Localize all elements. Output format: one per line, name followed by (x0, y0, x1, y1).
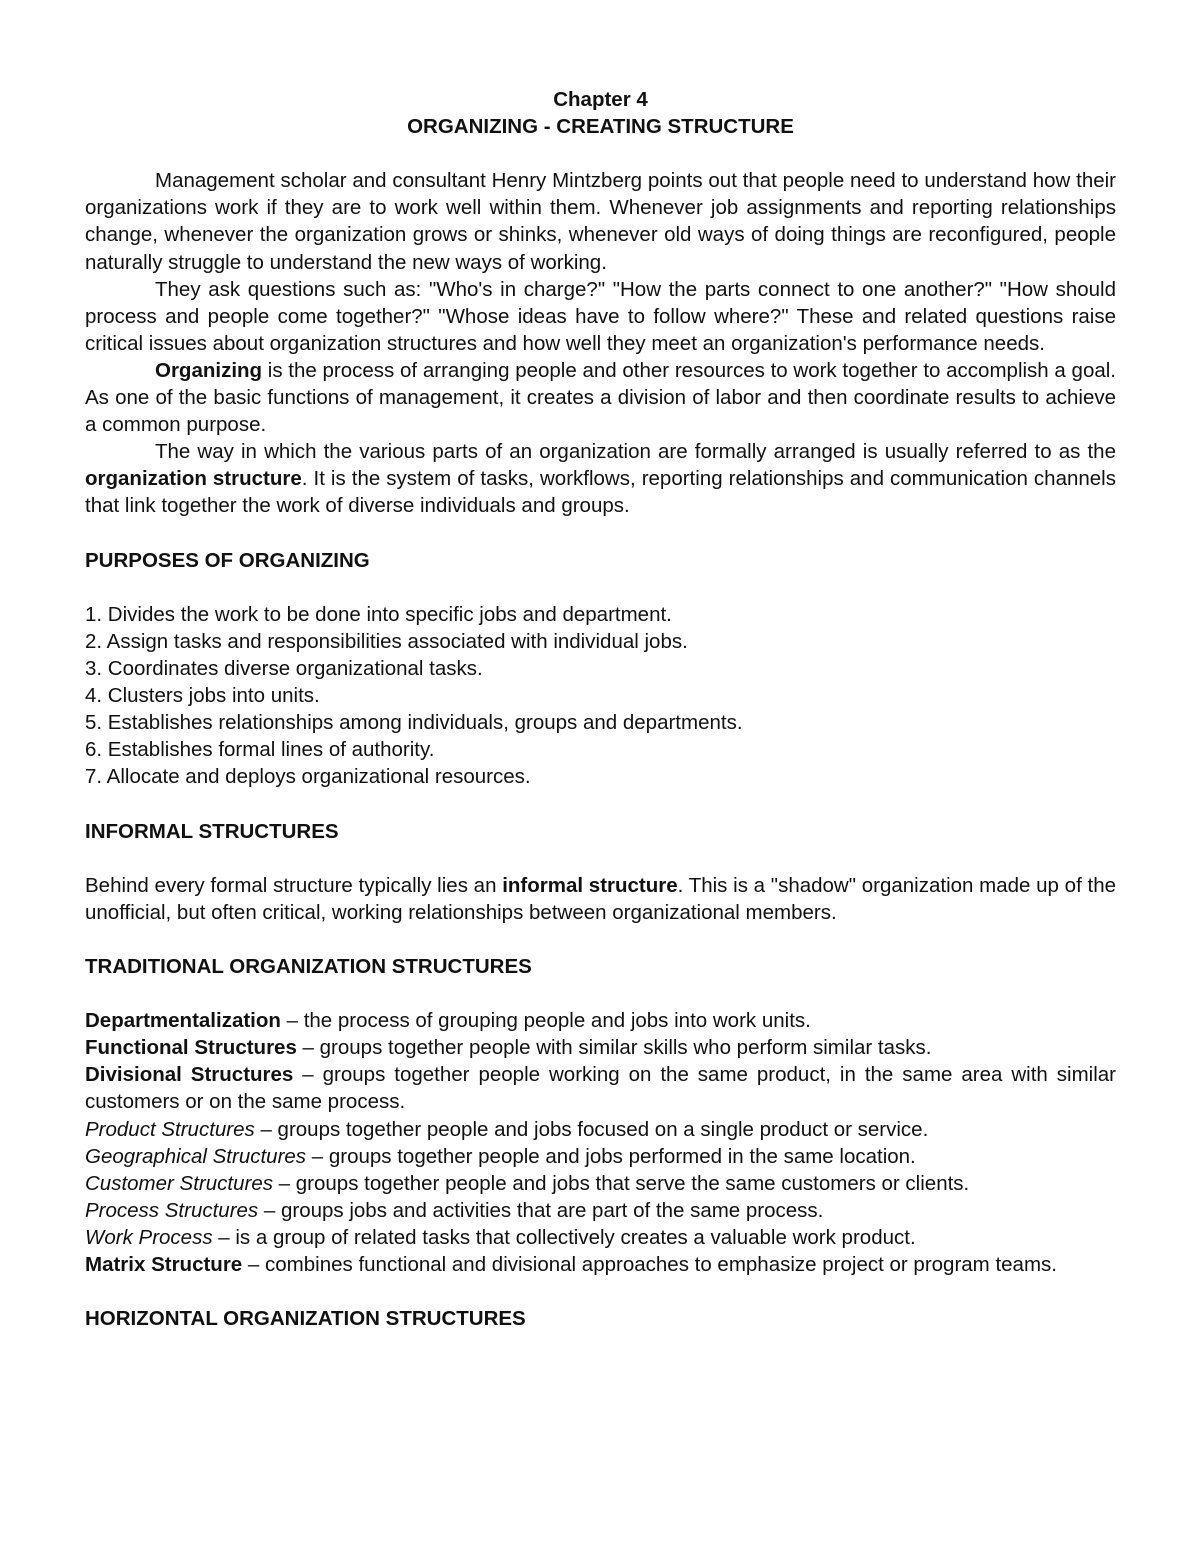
horizontal-heading: HORIZONTAL ORGANIZATION STRUCTURES (85, 1307, 526, 1331)
definition-entry (85, 1197, 1116, 1224)
term-divisional-structures: Divisional Structures (85, 1063, 294, 1087)
list-item: 2. Assign tasks and responsibilities associated with individual jobs. (85, 629, 688, 653)
term-departmentalization: Departmentalization (85, 1009, 281, 1033)
definition-entry (85, 1061, 1116, 1115)
term-work-process: Work Process (85, 1225, 213, 1249)
purposes-heading: PURPOSES OF ORGANIZING (85, 548, 370, 572)
intro-paragraph-2: They ask questions such as: "Who's in charge?" "How the parts connect to one another?" "How should process and people come together?" "Whose ideas have to follow where?" These and related questions raise critical issues about organization structures and how well they meet an organization's performance needs. (85, 277, 1116, 355)
definition-text: – groups together people and jobs that serve the same customers or clients. (272, 1171, 970, 1195)
list-item: 4. Clusters jobs into units. (85, 684, 320, 708)
list-item: 7. Allocate and deploys organizational resources. (85, 765, 531, 789)
definition-entry (85, 1034, 1116, 1061)
purposes-list (85, 601, 1116, 791)
definition-text: – groups together people and jobs performed in the same location. (306, 1144, 916, 1168)
list-item: 6. Establishes formal lines of authority. (85, 738, 435, 762)
informal-heading: INFORMAL STRUCTURES (85, 819, 339, 843)
definition-text: – groups together people and jobs focused on a single product or service. (254, 1117, 929, 1141)
informal-definition: . This is a "shadow" organization made up of the unofficial, but often critical, working relationships between organizational members. (85, 873, 1116, 924)
term-process-structures: Process Structures (85, 1198, 259, 1222)
structure-definition: . It is the system of tasks, workflows, reporting relationships and communication channels that link together the work of diverse individuals and groups. (85, 467, 1116, 518)
term-matrix-structure: Matrix Structure (85, 1253, 243, 1277)
intro-paragraph-4 (85, 438, 1116, 519)
term-functional-structures: Functional Structures (85, 1036, 297, 1060)
list-item: 3. Coordinates diverse organizational tasks. (85, 656, 483, 680)
definition-entry (85, 1251, 1116, 1278)
definition-entry (85, 1224, 1116, 1251)
term-product-structures: Product Structures (85, 1117, 255, 1141)
list-item: 1. Divides the work to be done into specific jobs and department. (85, 602, 672, 626)
informal-paragraph (85, 872, 1116, 926)
term-organizing: Organizing (155, 358, 263, 382)
structure-intro-text: The way in which the various parts of an organization are formally arranged is usually referred to as the (155, 440, 1116, 464)
definition-text: – is a group of related tasks that collectively creates a valuable work product. (212, 1225, 916, 1249)
traditional-heading: TRADITIONAL ORGANIZATION STRUCTURES (85, 955, 532, 978)
intro-paragraph-3 (85, 357, 1116, 438)
definition-entry (85, 1007, 1116, 1034)
term-organization-structure: organization structure (85, 467, 302, 491)
term-customer-structures: Customer Structures (85, 1171, 273, 1195)
intro-paragraph-1: Management scholar and consultant Henry Mintzberg points out that people need to understand how their organizations work if they are to work well within them. Whenever job assignments and reporting relationships change, whenever the organization grows or shinks, whenever old ways of doing things are reconfigured, people naturally struggle to understand the new ways of working. (85, 169, 1116, 274)
definition-entry (85, 1170, 1116, 1197)
term-informal-structure: informal structure (502, 873, 678, 897)
informal-intro-text: Behind every formal structure typically lies an (85, 873, 503, 897)
definition-text: – the process of grouping people and jobs into work units. (280, 1009, 811, 1033)
definition-text: – groups jobs and activities that are part of the same process. (258, 1198, 824, 1222)
document-page (85, 86, 1116, 1332)
list-item: 5. Establishes relationships among individuals, groups and departments. (85, 711, 743, 735)
organizing-definition: is the process of arranging people and other resources to work together to accomplish a goal. As one of the basic functions of management, it creates a division of labor and then coordinate results to achieve a common purpose. (85, 358, 1116, 437)
chapter-title: ORGANIZING - CREATING STRUCTURE (407, 115, 794, 139)
definition-entry (85, 1116, 1116, 1143)
definition-text: – combines functional and divisional approaches to emphasize project or program teams. (242, 1253, 1057, 1277)
term-geographical-structures: Geographical Structures (85, 1144, 307, 1168)
definition-text: – groups together people working on the same product, in the same area with similar customers or on the same process. (85, 1063, 1116, 1114)
chapter-label: Chapter 4 (553, 88, 648, 111)
definition-entry (85, 1143, 1116, 1170)
definition-text: – groups together people with similar skills who perform similar tasks. (296, 1036, 932, 1060)
